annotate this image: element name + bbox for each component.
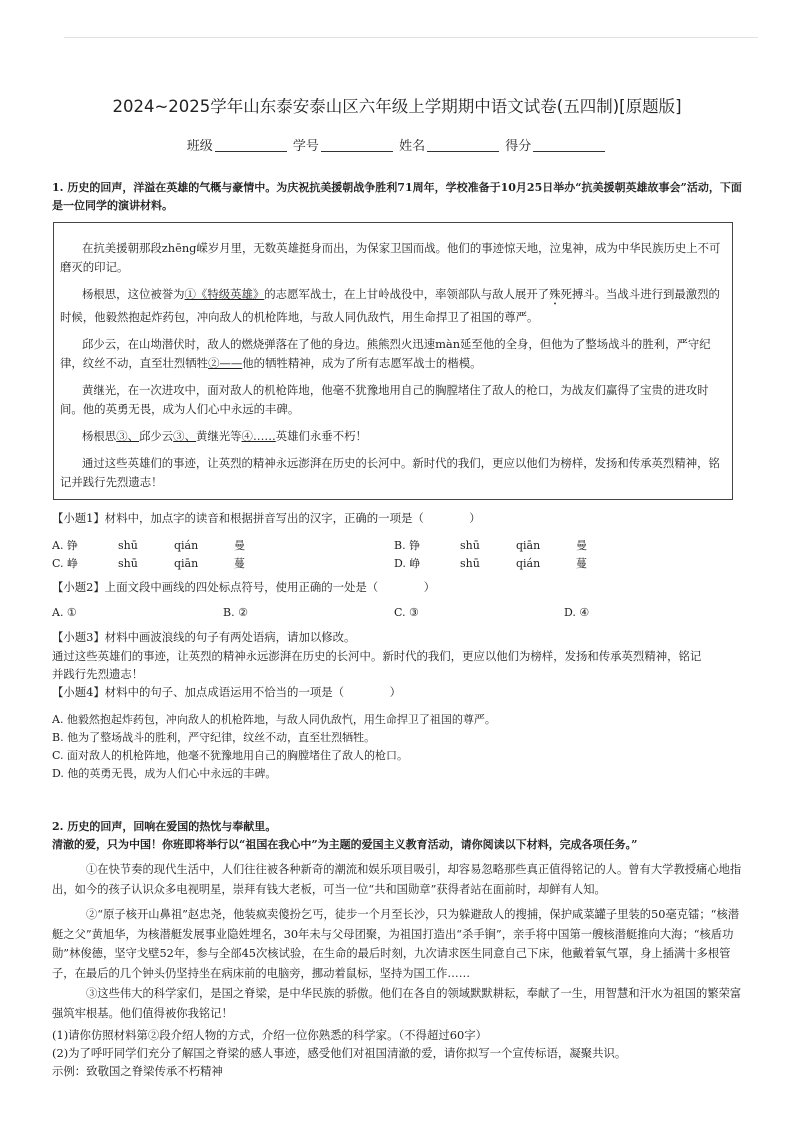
underlined-mark-3a: ③、 — [116, 429, 139, 443]
class-blank[interactable] — [215, 139, 287, 152]
sub1-option-d[interactable]: D. 峥 shū qián 蔓 — [394, 557, 587, 570]
question-2-heading: 2. 历史的回声，回响在爱国的热忱与奉献里。 — [52, 820, 277, 833]
question-1-heading: 1. 历史的回声，洋溢在英雄的气概与豪情中。为庆祝抗美援朝战争胜利71周年，学校准备于10月25日举办“抗美援朝英雄故事会”活动，下面是一位同学的演讲材料。 — [52, 181, 742, 212]
student-info-row — [0, 135, 794, 154]
sub3-sentence-line-2: 并践行先烈遗志！ — [52, 667, 144, 681]
material-paragraph-6: 通过这些英雄们的事迹，让英烈的精神永远澎湃在历史的长河中。新时代的我们，更应以他们为榜样，发扬和传承英烈精神，铭记并践行先烈遗志！ — [60, 456, 720, 489]
material-paragraph-3: 邱少云，在山坳潜伏时，敌人的燃烧弹落在了他的身边。熊熊烈火迅速màn延至他的全身，但他为了整场战斗的胜利，严守纪律，纹丝不动，直至壮烈牺牲②——他的牺牲精神，成为了所有志愿军战士的楷模。 — [60, 337, 711, 370]
subquestion-4: 【小题4】材料中的句子、加点成语运用不恰当的一项是（ ） — [52, 685, 401, 699]
underlined-mark-1: ①《特级英雄》 — [184, 287, 265, 301]
material-paragraph-4: 黄继光，在一次进攻中，面对敌人的机枪阵地，他毫不犹豫地用自己的胸膛堵住了敌人的枪口，为战友们赢得了宝贵的进攻时间。他的英勇无畏，成为人们心中永远的丰碑。 — [60, 383, 709, 416]
q2-task-2: (2)为了呼吁同学们充分了解国之脊梁的感人事迹，感受他们对祖国清澈的爱，请你拟写一个宣传标语，凝聚共识。 — [52, 1046, 627, 1060]
sub1-option-a[interactable]: A. 铮 shū qián 曼 — [52, 539, 245, 552]
sub4-option-d[interactable]: D. 他的英勇无畏，成为人们心中永远的丰碑。 — [52, 767, 277, 780]
q2-paragraph-1: ①在快节奏的现代生活中，人们往往被各种新奇的潮流和娱乐项目吸引，却容易忽略那些真正值得铭记的人。曾有大学教授痛心地指出，如今的孩子认识众多电视明星，崇拜有钱大老板，可当一位“共和国勋章”获得者站在面前时，却鲜有人知。 — [52, 863, 742, 896]
dotted-char: 殊 — [549, 287, 561, 301]
sub2-option-a[interactable]: A. ① — [52, 606, 77, 619]
sub2-option-b[interactable]: B. ② — [223, 606, 248, 619]
q2-paragraph-2: ②“原子核开山鼻祖”赵忠尧，他装疯卖傻扮乞丐，徒步一个月至长沙，只为躲避敌人的搜捕，保护咸菜罐子里装的50毫克镭；“核潜艇之父”黄旭华，为核潜艇发展事业隐姓埋名，30年未与父母团聚，为祖国打造出“杀手锏”，亲手将中国第一艘核潜艇推向大海；“核盾功勋”林俊德，坚守戈壁52年，参与全部45次核试验，在生命的最后时刻，九次请求医生同意自己下床，他戴着氧气罩，身上插满十多根管子，在最后的几个钟头仍坚持坐在病床前的电脑旁，挪动着鼠标，坚持为国工作…… — [52, 908, 740, 980]
q2-task-1: (1)请你仿照材料第②段介绍人物的方式，介绍一位你熟悉的科学家。（不得超过60字） — [52, 1028, 487, 1042]
question-2-intro: 清澈的爱，只为中国！你班即将举行以“祖国在我心中”为主题的爱国主义教育活动，请你阅读以下材料，完成各项任务。” — [52, 838, 638, 851]
material-paragraph-2: 杨根思，这位被誉为①《特级英雄》的志愿军战士，在上甘岭战役中，率领部队与敌人展开了殊死搏斗。当战斗进行到最激烈的时候，他毅然抱起炸药包，冲向敌人的机枪阵地，与敌人同仇敌忾，用生命捍卫了祖国的尊严。 — [60, 287, 720, 324]
id-label: 学号 — [292, 139, 319, 154]
material-paragraph-1: 在抗美援朝那段zhēng嵘岁月里，无数英雄挺身而出，为保家卫国而战。他们的事迹惊天地，泣鬼神，成为中华民族历史上不可磨灭的印记。 — [60, 241, 721, 274]
name-label: 姓名 — [399, 139, 426, 154]
sub2-option-d[interactable]: D. ④ — [564, 606, 590, 619]
id-blank[interactable] — [321, 139, 393, 152]
sub1-option-c[interactable]: C. 峥 shū qiān 蔓 — [52, 557, 245, 570]
q2-example: 示例：致敬国之脊梁传承不朽精神 — [52, 1064, 223, 1078]
sub1-option-b[interactable]: B. 铮 shū qiān 曼 — [394, 539, 587, 552]
sub2-option-c[interactable]: C. ③ — [394, 606, 419, 619]
material-box — [53, 222, 733, 500]
class-label: 班级 — [186, 139, 213, 154]
score-label: 得分 — [505, 139, 532, 154]
underlined-mark-4: ④…… — [241, 429, 276, 443]
subquestion-2: 【小题2】上面文段中画线的四处标点符号，使用正确的一处是（ ） — [52, 580, 436, 594]
sub4-option-c[interactable]: C. 面对敌人的机枪阵地，他毫不犹豫地用自己的胸膛堵住了敌人的枪口。 — [52, 749, 409, 762]
underlined-mark-3b: ③、 — [173, 429, 196, 443]
subquestion-3: 【小题3】材料中画波浪线的句子有两处语病，请加以修改。 — [52, 630, 356, 644]
sub4-option-b[interactable]: B. 他为了整场战斗的胜利，严守纪律，纹丝不动，直至壮烈牺牲。 — [52, 731, 376, 744]
underlined-mark-2: ②—— — [208, 356, 243, 370]
material-paragraph-5: 杨根思③、邱少云③、黄继光等④……英雄们永垂不朽！ — [82, 429, 367, 443]
score-blank[interactable] — [533, 139, 605, 152]
name-blank[interactable] — [427, 139, 499, 152]
sub4-option-a[interactable]: A. 他毅然抱起炸药包，冲向敌人的机枪阵地，与敌人同仇敌忾，用生命捍卫了祖国的尊严。 — [52, 713, 496, 726]
header-rule — [64, 37, 758, 38]
page-title: 2024~2025学年山东泰安泰山区六年级上学期期中语文试卷(五四制)[原题版] — [112, 97, 682, 116]
sub3-sentence-line-1: 通过这些英雄们的事迹，让英烈的精神永远澎湃在历史的长河中。新时代的我们，更应以他们为榜样，发扬和传承英烈精神，铭记 — [52, 649, 702, 663]
subquestion-1: 【小题1】材料中，加点字的读音和根据拼音写出的汉字，正确的一项是（ ） — [52, 511, 481, 525]
q2-paragraph-3: ③这些伟大的科学家们，是国之脊梁，是中华民族的骄傲。他们在各自的领域默默耕耘，奉献了一生，用智慧和汗水为祖国的繁荣富强筑牢根基。他们值得被你我铭记！ — [52, 987, 742, 1020]
